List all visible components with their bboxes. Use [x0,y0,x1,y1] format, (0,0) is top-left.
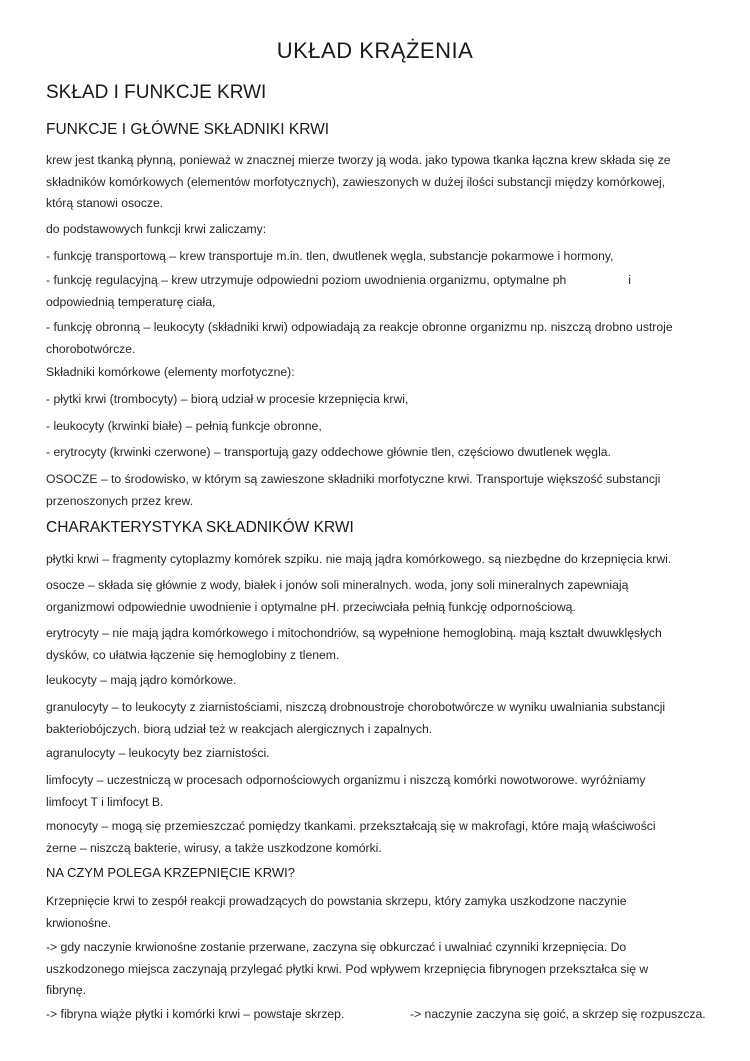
coagulation-step-2: -> fibryna wiąże płytki i komórki krwi – powstaje skrzep. [46,1007,345,1021]
section-heading-coagulation: NA CZYM POLEGA KRZEPNIĘCIE KRWI? [46,865,295,880]
char-monocytes [46,816,716,859]
text-line: organizmowi odpowiednie uwodnienie i optymalne pH. przeciwciała pełnią funkcję odpornościową. [46,599,576,614]
functions-lead: do podstawowych funkcji krwi zaliczamy: [46,222,267,236]
char-platelets: płytki krwi – fragmenty cytoplazmy komórek szpiku. nie mają jądra komórkowego. są niezbędne do krzepnięcia krwi. [46,552,672,566]
text-line: przenoszonych przez krew. [46,493,193,508]
text-line: którą stanowi osocze. [46,196,164,210]
text-line: OSOCZE – to środowisko, w którym są zawieszone składniki morfotyczne krwi. Transportuje większość substancji [46,472,661,486]
text-line: granulocyty – to leukocyty z ziarnistościami, niszczą drobnoustroje chorobotwórcze w wyniku uwalniania substancji [46,700,666,714]
text-line: - funkcję obronną – leukocyty (składniki krwi) odpowiadają za reakcje obronne organizmu np. niszczą drobno ustroje [46,320,673,334]
document-title: UKŁAD KRĄŻENIA [276,38,474,63]
text-line: bakteriobójczych. biorą udział też w reakcjach alergicznych i zapalnych. [46,721,433,736]
text-line: limfocyty – uczestniczą w procesach odpornościowych organizmu i niszczą komórki nowotworowe. wyróżniamy [46,773,646,787]
paragraph-intro [46,150,716,215]
text-line: żerne – niszczą bakterie, wirusy, a także uszkodzone komórki. [46,840,382,855]
text-line: -> gdy naczynie krwionośne zostanie przerwane, zaczyna się obkurczać i uwalniać czynniki krzepnięcia. Do [46,940,627,954]
text-line: uszkodzonego miejsca zaczynają przylegać płytki krwi. Pod wpływem krzepnięcia fibrynogen przekształca się w [46,961,649,976]
function-regulation [46,270,716,313]
text-line: osocze – składa się głównie z wody, białek i jonów soli mineralnych. woda, jony soli mineralnych zapewniają [46,578,629,592]
text-span: i [628,273,631,287]
text-line: krew jest tkanką płynną, ponieważ w znacznej mierze tworzy ją woda. jako typowa tkanka łączna krew składa się ze [46,153,671,167]
char-granulocytes [46,697,716,740]
section-heading-blood-composition: SKŁAD I FUNKCJE KRWI [46,82,267,103]
cell-erythrocytes: - erytrocyty (krwinki czerwone) – transportują gazy oddechowe głównie tlen, częściowo dwutlenek węgla. [46,445,611,459]
function-transport: - funkcję transportową – krew transportuje m.in. tlen, dwutlenek węgla, substancje pokarmowe i hormony, [46,249,614,263]
text-line: fibrynę. [46,983,86,997]
cell-platelets: - płytki krwi (trombocyty) – biorą udział w procesie krzepnięcia krwi, [46,392,409,406]
text-line: krwionośne. [46,915,112,930]
plasma-definition [46,469,716,512]
text-line [46,270,716,292]
char-agranulocytes: agranulocyty – leukocyty bez ziarnistości. [46,746,270,760]
text-line: dysków, co ułatwia łączenie się hemoglobiny z tlenem. [46,647,340,662]
text-line: Krzepnięcie krwi to zespół reakcji prowadzących do powstania skrzepu, który zamyka uszkodzone naczynie [46,894,627,908]
char-leukocytes: leukocyty – mają jądro komórkowe. [46,673,237,687]
text-line: monocyty – mogą się przemieszczać pomiędzy tkankami. przekształcają się w makrofagi, które mają właściwości [46,819,656,833]
cells-lead: Składniki komórkowe (elementy morfotyczne): [46,365,295,379]
text-span: - funkcję regulacyjną – krew utrzymuje odpowiedni poziom uwodnienia organizmu, optymalne ph [46,273,567,287]
subheading-functions: FUNKCJE I GŁÓWNE SKŁADNIKI KRWI [46,121,330,138]
text-line: odpowiednią temperaturę ciała, [46,294,216,309]
text-line: limfocyt T i limfocyt B. [46,794,164,809]
char-lymphocytes [46,770,716,813]
text-line: składników komórkowych (elementów morfotycznych), zawieszonych w dużej ilości substancji między komórkowej, [46,174,666,189]
cell-leukocytes: - leukocyty (krwinki białe) – pełnią funkcje obronne, [46,419,322,433]
coagulation-step-3: -> naczynie zaczyna się goić, a skrzep się rozpuszcza. [410,1007,706,1021]
text-line: erytrocyty – nie mają jądra komórkowego i mitochondriów, są wypełnione hemoglobiną. mają kształt dwuwklęsłych [46,626,662,640]
char-erythrocytes [46,623,716,666]
coagulation-definition [46,891,716,934]
section-heading-characteristics: CHARAKTERYSTYKA SKŁADNIKÓW KRWI [46,519,354,536]
coagulation-step-1 [46,937,716,1002]
char-plasma [46,575,716,618]
function-defense [46,317,716,360]
text-line: chorobotwórcze. [46,341,136,356]
